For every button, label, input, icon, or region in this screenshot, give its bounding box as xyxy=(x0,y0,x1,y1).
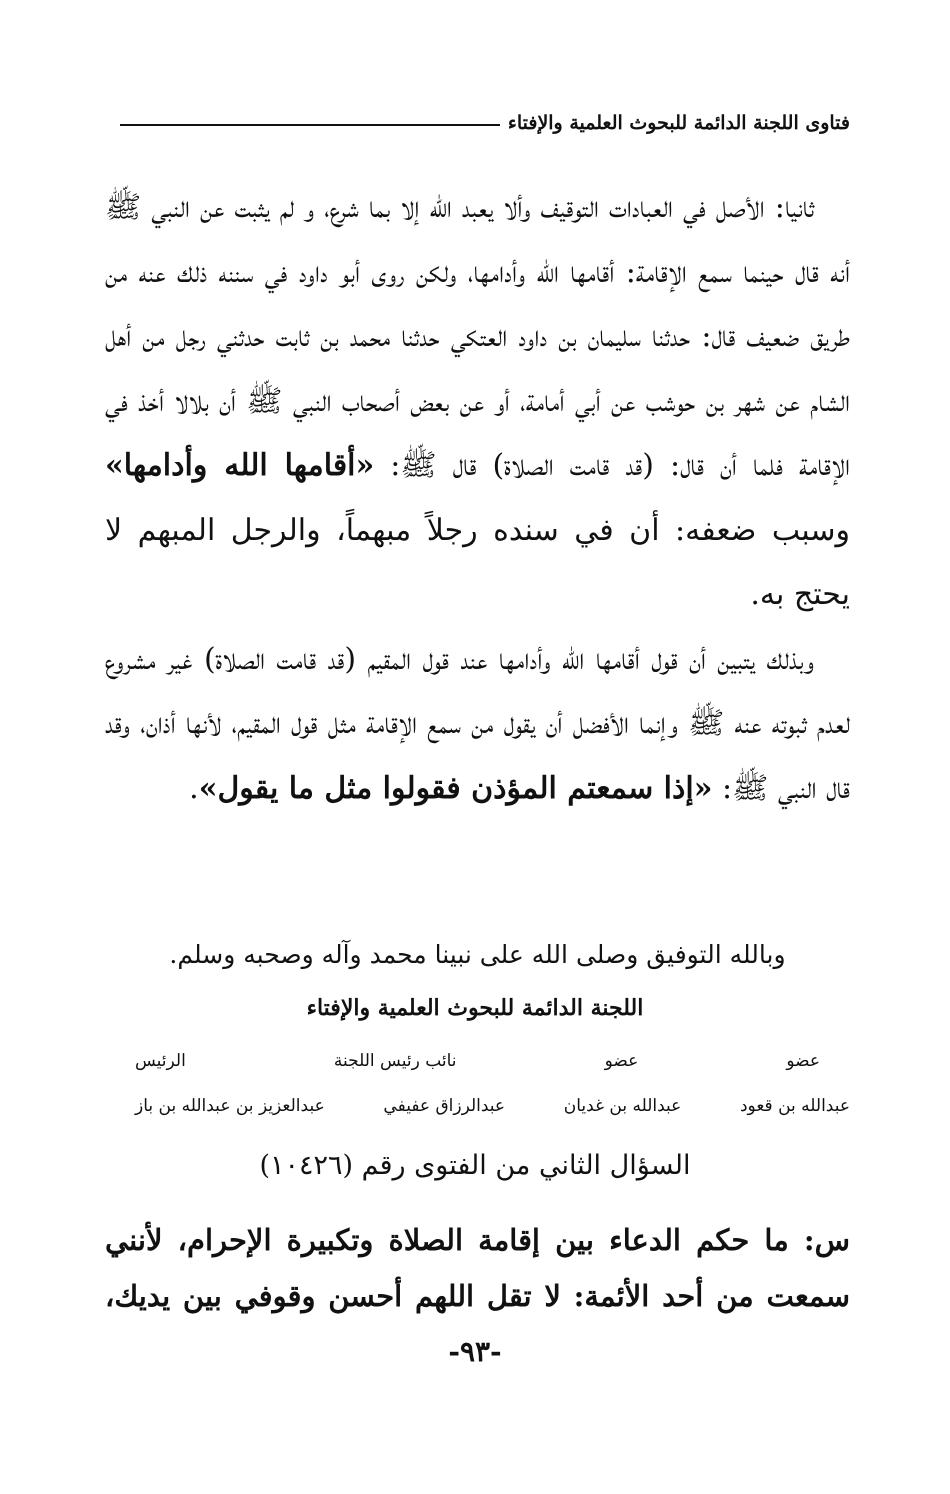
paragraph-2-text-b: . xyxy=(189,770,199,806)
signatory-role: نائب رئيس اللجنة xyxy=(333,1051,457,1071)
paragraph-2-text-a: وبذلك يتبين أن قول أقامها الله وأدامها عند قول المقيم (قد قامت الصلاة) غير مشروع لعدم ثبوته عنه ﷺ وإنما الأفضل أن يقول من سمع الإقامة مثل قول المقيم، لأنها أذان، وقد قال النبي ﷺ: xyxy=(105,641,850,806)
paragraph-1-text-b: وسبب ضعفه: أن في سنده رجلاً مبهماً، والرجل المبهم لا يحتج به. xyxy=(105,512,850,612)
answer-paragraph-1 xyxy=(105,176,850,628)
signatory-role: عضو xyxy=(786,1051,820,1071)
signatory-role: الرئيس xyxy=(135,1051,186,1071)
signatory-name: عبدالله بن غديان xyxy=(563,1096,682,1116)
paragraph-2-hadith-quote: «إذا سمعتم المؤذن فقولوا مثل ما يقول» xyxy=(198,770,713,806)
running-header xyxy=(120,112,850,134)
paragraph-1-hadith-quote: «أقامها الله وأدامها» xyxy=(105,448,375,483)
signatory-roles xyxy=(135,1051,850,1071)
closing-line: وبالله التوفيق وصلى الله على نبينا محمد وآله وصحبه وسلم. xyxy=(169,940,786,969)
header-title: فتاوى اللجنة الدائمة للبحوث العلمية والإفتاء xyxy=(507,112,850,134)
signatory-role: عضو xyxy=(604,1051,639,1071)
signatory-names xyxy=(135,1096,850,1116)
fatwa-number-heading: السؤال الثاني من الفتوى رقم (١٠٤٢٦) xyxy=(259,1150,691,1181)
question-text: س: ما حكم الدعاء بين إقامة الصلاة وتكبيرة الإحرام، لأنني سمعت من أحد الأئمة: لا تقل اللهم أحسن وقوفي بين يديك، xyxy=(105,1223,850,1313)
answer-body xyxy=(105,176,850,821)
header-rule xyxy=(120,124,500,126)
answer-paragraph-2 xyxy=(105,628,850,822)
signatory-name: عبدالعزيز بن عبدالله بن باز xyxy=(135,1096,325,1116)
signatory-name: عبدالرزاق عفيفي xyxy=(383,1096,506,1116)
signatory-name: عبدالله بن قعود xyxy=(739,1096,850,1116)
page-number: -٩٣- xyxy=(448,1335,502,1368)
paragraph-1-text-a: ثانيا: الأصل في العبادات التوقيف وألا يعبد الله إلا بما شرع، و لم يثبت عن النبي ﷺ أنه قال حينما سمع الإقامة: أقامها الله وأدامها، ولكن روى أبو داود في سننه ذلك عنه من طريق ضعيف قال: حدثنا سليمان بن داود العتكي حدثنا محمد بن ثابت حدثني رجل من أهل الشام عن شهر بن حوشب عن أبي أمامة، أو عن بعض أصحاب النبي ﷺ أن بلالا أخذ في الإقامة فلما أن قال: (قد قامت الصلاة) قال ﷺ: xyxy=(105,190,850,483)
committee-name: اللجنة الدائمة للبحوث العلمية والإفتاء xyxy=(306,995,644,1021)
